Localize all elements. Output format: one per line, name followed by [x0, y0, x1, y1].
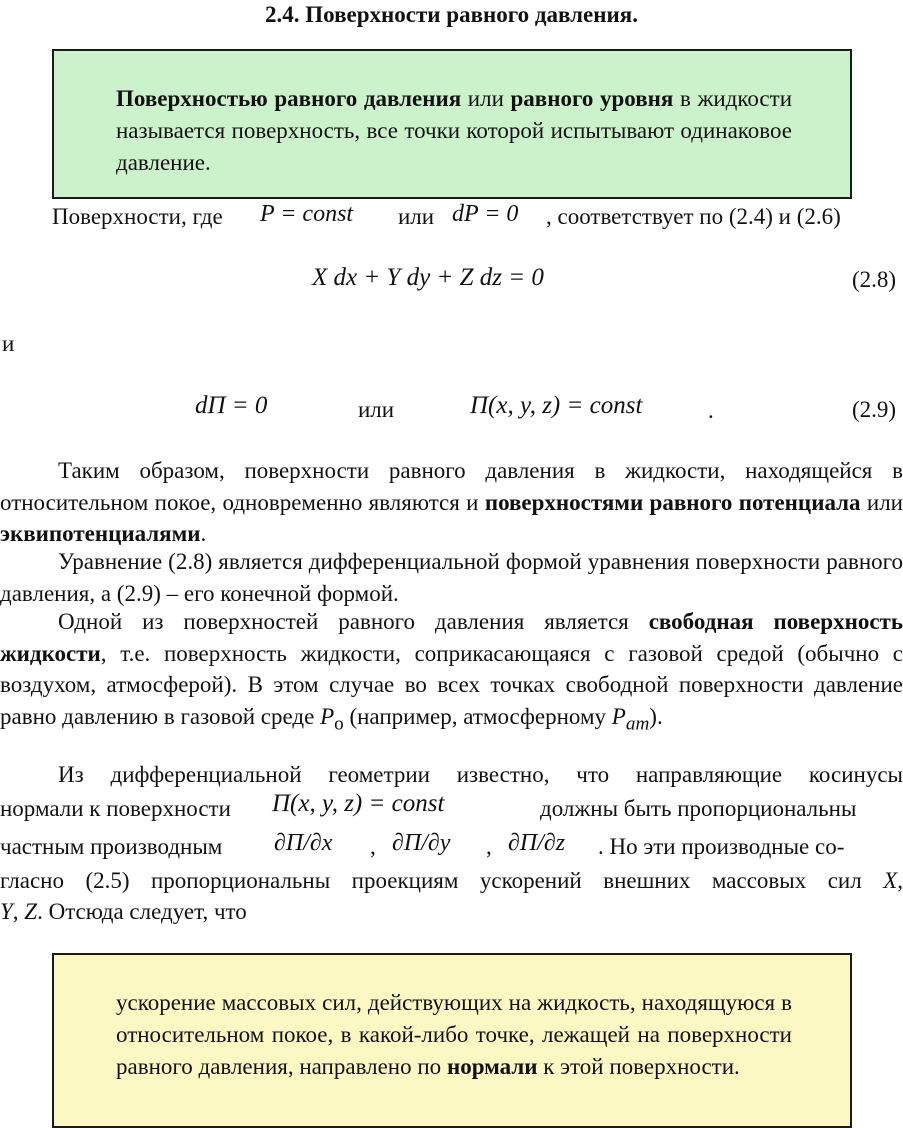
p4-expr-potential-const: Π(x, y, z) = const: [272, 790, 445, 817]
definition-box: [52, 49, 852, 199]
equation-2-9-left: dΠ = 0: [195, 392, 268, 419]
equation-2-9-number: (2.9): [852, 397, 897, 422]
equation-2-9-dot: .: [708, 398, 714, 423]
p4-line-3-suffix: . Но эти производные со-: [598, 834, 845, 859]
p4-line-5: Y, Z. Отсюда следует, что: [0, 899, 247, 924]
derivative-x: ∂Π/∂x: [274, 830, 333, 856]
term-free-surface: свободная поверхность жидкости: [0, 609, 903, 666]
paragraph-free-surface: Одной из поверхностей равного давления является свободная поверхность жидкости, т.е. поверхность жидкости, соприкасающаяся с газовой средой (обычно с воздухом, атмосферой). В этом случае во всех точках свободной поверхности давление равно давлению в газовой среде $P_о$ (например, атмосферному $P_{am}$).: [0, 609, 903, 735]
intro-expr-p-const: P = const: [260, 201, 354, 227]
paragraph-equipotential: Таким образом, поверхности равного давления в жидкости, находящейся в относительном покое, одновременно являются и поверхностями равного потенциала или эквипотенциалями.: [0, 458, 903, 546]
definition-text: Поверхностью равного давления или равного уровня в жидкости называется поверхность, все точки которой испытывают одинаковое давление.: [116, 86, 792, 175]
equation-2-9-right: Π(x, y, z) = const: [470, 392, 643, 419]
p4-line-4: гласно (2.5) пропорциональны проекциям ускорений внешних массовых сил X,: [0, 868, 903, 893]
conclusion-box: [52, 953, 852, 1128]
intro-or: или: [398, 204, 435, 229]
term-normal: нормали: [446, 1054, 538, 1079]
derivative-y: ∂Π/∂y: [392, 830, 451, 856]
definition-term-1: Поверхностью равного давления: [116, 86, 462, 111]
equation-2-8: X dx + Y dy + Z dz = 0: [312, 264, 544, 291]
equation-2-9-or: или: [358, 397, 395, 422]
p4-line-1: Из дифференциальной геометрии известно, что направляющие косинусы: [58, 762, 903, 787]
derivative-z: ∂Π/∂z: [508, 830, 566, 856]
p4-line-2-prefix: нормали к поверхности: [0, 796, 231, 821]
p4-line-2-suffix: должны быть пропорциональны: [540, 796, 857, 821]
intro-suffix: , соответствует по (2.4) и (2.6): [546, 204, 841, 229]
section-title: 2.4. Поверхности равного давления.: [265, 2, 638, 27]
p4-line-3-prefix: частным производным: [0, 834, 223, 859]
intro-expr-dp-zero: dP = 0: [452, 201, 519, 227]
paragraph-equation-forms: Уравнение (2.8) является дифференциальной формой уравнения поверхности равного давления, а (2.9) – его конечной формой.: [0, 549, 903, 606]
conclusion-text: ускорение массовых сил, действующих на жидкость, находящуюся в относительном покое, в какой-либо точке, лежащей на поверхности равного давления, направлено по нормали к этой поверхности.: [116, 990, 792, 1079]
definition-term-2: равного уровня: [510, 86, 674, 111]
equation-2-8-number: (2.8): [852, 267, 897, 292]
term-equipotential-surfaces: поверхностями равного потенциала: [484, 489, 861, 515]
intro-prefix: Поверхности, где: [52, 204, 223, 229]
and-word: и: [2, 331, 15, 356]
term-equipotentials: эквипотенциалями: [0, 521, 201, 546]
